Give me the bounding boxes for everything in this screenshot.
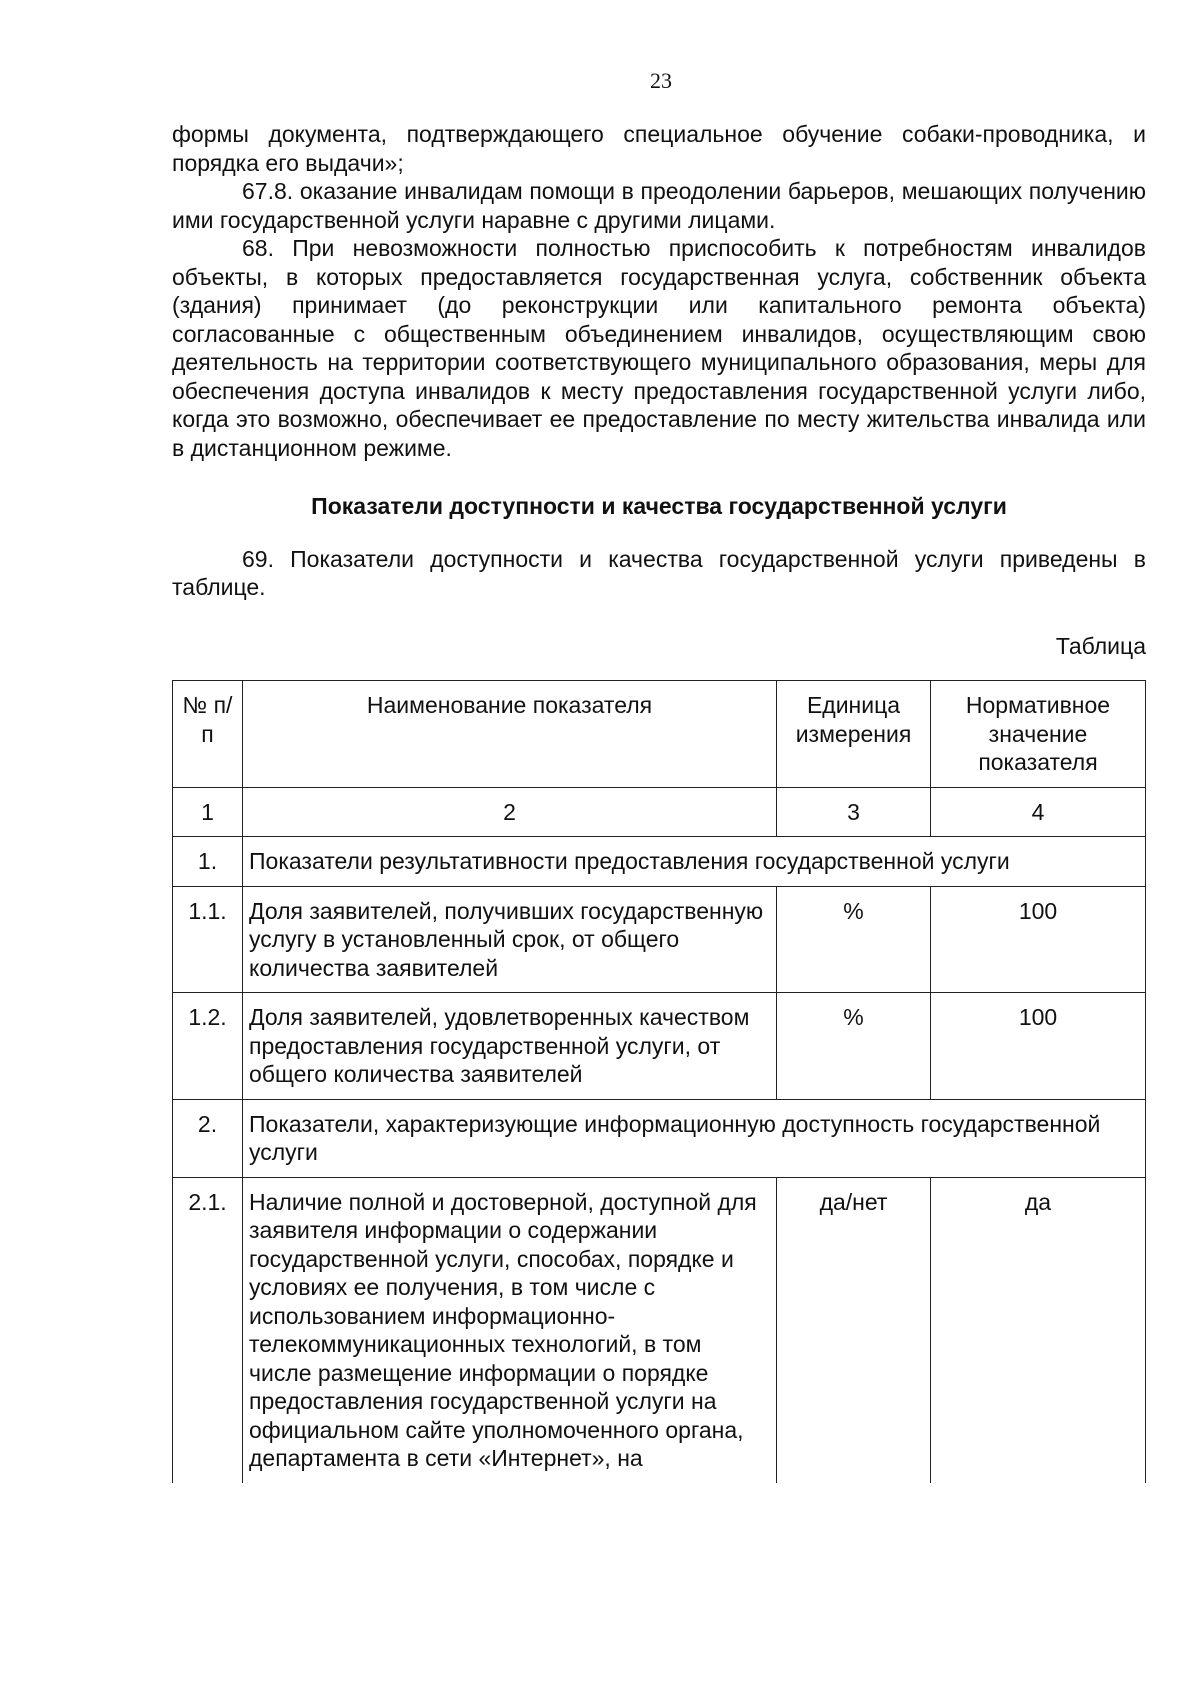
header-number: № п/п: [173, 681, 243, 788]
header-norm: Нормативное значение показателя: [931, 681, 1146, 788]
page-number: 23: [650, 68, 672, 93]
column-number: 2: [243, 787, 777, 837]
row-number: 2.: [173, 1099, 243, 1177]
indicator-norm: 100: [931, 993, 1146, 1100]
section-title: Показатели результативности предоставления государственной услуги: [243, 837, 1146, 887]
paragraph-69: 69. Показатели доступности и качества государственной услуги приведены в таблице.: [172, 545, 1146, 600]
table-row: [173, 1177, 1146, 1483]
section-heading: Показатели доступности и качества государственной услуги: [311, 493, 1007, 519]
column-numbers-row: [173, 787, 1146, 837]
indicator-name: Доля заявителей, удовлетворенных качеством предоставления государственной услуги, от общего количества заявителей: [243, 993, 777, 1100]
header-name: Наименование показателя: [243, 681, 777, 788]
indicator-unit: %: [777, 993, 931, 1100]
row-number: 1.2.: [173, 993, 243, 1100]
table-caption: Таблица: [1055, 632, 1146, 659]
row-number: 2.1.: [173, 1177, 243, 1483]
column-number: 4: [931, 787, 1146, 837]
indicator-name: Доля заявителей, получивших государственную услугу в установленный срок, от общего количества заявителей: [243, 886, 777, 993]
table-header-row: [173, 681, 1146, 788]
table-row: [173, 993, 1146, 1100]
paragraph: формы документа, подтверждающего специальное обучение собаки-проводника, и порядка его выдачи»;: [172, 121, 1146, 176]
row-number: 1.: [173, 837, 243, 887]
table-section-row: [173, 1099, 1146, 1177]
row-number: 1.1.: [173, 886, 243, 993]
document-body: [172, 120, 1146, 1483]
column-number: 1: [173, 787, 243, 837]
table-row: [173, 886, 1146, 993]
header-unit: Единица измерения: [777, 681, 931, 788]
indicators-table: [172, 680, 1146, 1483]
indicator-name: Наличие полной и достоверной, доступной для заявителя информации о содержании государственной услуги, способах, порядке и условиях ее получения, в том числе с использованием информационно-телекоммуникационных технологий, в том числе размещение информации о порядке предоставления государственной услуги на официальном сайте уполномоченного органа, департамента в сети «Интернет», на: [243, 1177, 777, 1483]
indicator-norm: 100: [931, 886, 1146, 993]
table-section-row: [173, 837, 1146, 887]
indicator-norm: да: [931, 1177, 1146, 1483]
indicator-unit: %: [777, 886, 931, 993]
column-number: 3: [777, 787, 931, 837]
paragraph: 67.8. оказание инвалидам помощи в преодолении барьеров, мешающих получению ими государственной услуги наравне с другими лицами.: [172, 178, 1146, 233]
indicator-unit: да/нет: [777, 1177, 931, 1483]
paragraph: 68. При невозможности полностью приспособить к потребностям инвалидов объекты, в которых предоставляется государственная услуга, собственник объекта (здания) принимает (до реконструкции или капитального ремонта объекта) согласованные с общественным объединением инвалидов, осуществляющим свою деятельность на территории соответствующего муниципального образования, меры для обеспечения доступа инвалидов к месту предоставления государственной услуги либо, когда это возможно, обеспечивает ее предоставление по месту жительства инвалида или в дистанционном режиме.: [172, 235, 1146, 461]
section-title: Показатели, характеризующие информационную доступность государственной услуги: [243, 1099, 1146, 1177]
